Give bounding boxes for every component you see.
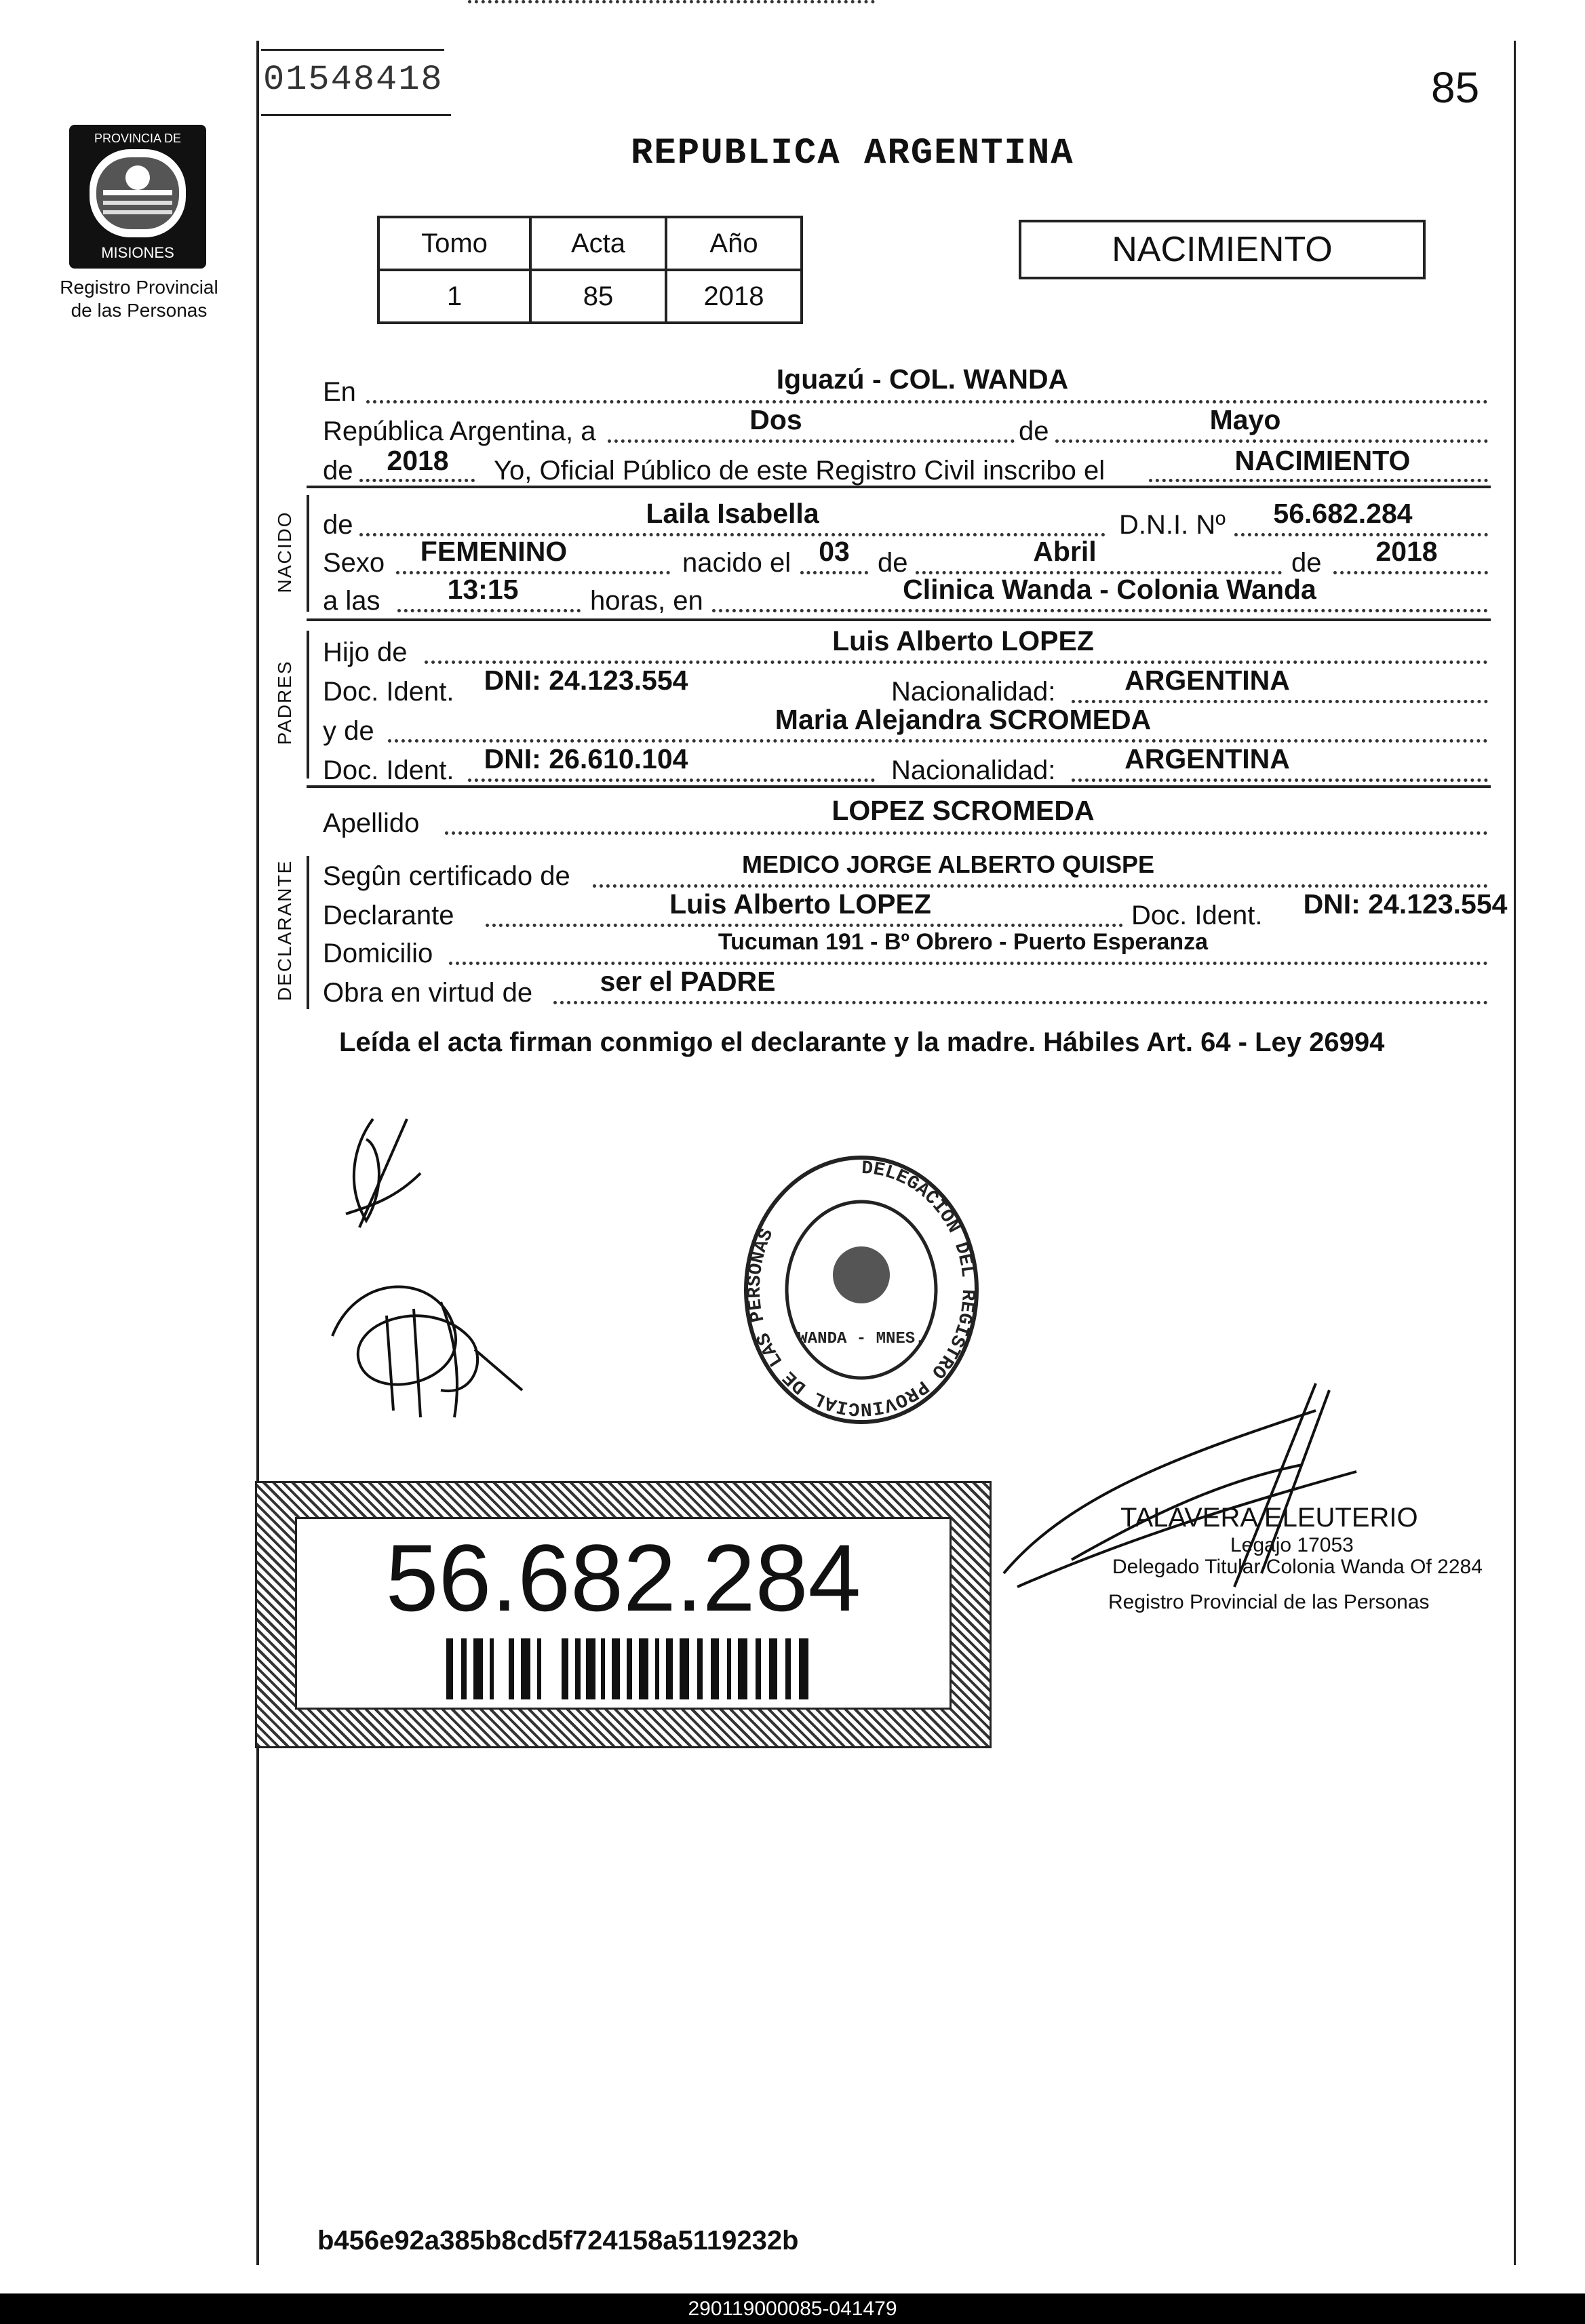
sexo-dots bbox=[396, 571, 670, 574]
obra-label: Obra en virtud de bbox=[323, 978, 533, 1008]
signature-official bbox=[990, 1370, 1411, 1621]
month-value: Mayo bbox=[1209, 404, 1281, 435]
de-label-2: de bbox=[323, 456, 353, 486]
signature-madre bbox=[319, 1255, 536, 1431]
nacido-de-label-3: de bbox=[1291, 548, 1322, 578]
padres-label: PADRES bbox=[274, 660, 295, 745]
y-de-label: y de bbox=[323, 716, 374, 746]
declarante-bar bbox=[307, 856, 309, 1009]
province-logo bbox=[66, 122, 209, 271]
nacido-de-label: de bbox=[323, 510, 353, 540]
barcode-bars bbox=[446, 1638, 813, 1699]
obra-dots bbox=[553, 1001, 1488, 1004]
act-type: NACIMIENTO bbox=[1112, 230, 1333, 269]
day-value: Dos bbox=[749, 404, 802, 435]
nacido-el-label: nacido el bbox=[682, 548, 791, 578]
mother-doc-label: Doc. Ident. bbox=[323, 755, 454, 785]
declarante-name: Luis Alberto LOPEZ bbox=[669, 888, 931, 920]
left-margin-rule bbox=[256, 41, 259, 2265]
dni-dots bbox=[1234, 533, 1488, 536]
republica-label: República Argentina, a bbox=[323, 416, 596, 446]
stamp-center-text: WANDA - MNES. bbox=[798, 1330, 925, 1348]
birth-month: Abril bbox=[1033, 536, 1097, 567]
domicilio-value: Tucuman 191 - Bº Obrero - Puerto Esperanza bbox=[718, 929, 1209, 955]
nacido-bar bbox=[307, 495, 309, 612]
mother-doc: DNI: 26.610.104 bbox=[484, 743, 688, 774]
volume-header-acta: Acta bbox=[530, 217, 666, 270]
logo-top-text: PROVINCIA DE bbox=[94, 132, 182, 145]
father-nationality: ARGENTINA bbox=[1124, 665, 1290, 696]
domicilio-label: Domicilio bbox=[323, 939, 433, 968]
volume-tomo-value: 1 bbox=[378, 270, 530, 323]
a-las-label: a las bbox=[323, 586, 380, 616]
declarante-label: DECLARANTE bbox=[274, 859, 295, 1001]
footer-code: 290119000085-041479 bbox=[688, 2298, 897, 2320]
volume-ano-value: 2018 bbox=[666, 270, 802, 323]
mother-nationality-dots bbox=[1072, 779, 1488, 782]
declarante-dots bbox=[486, 924, 1123, 927]
official-stamp bbox=[726, 1146, 997, 1438]
declarante-doc: DNI: 24.123.554 bbox=[1303, 888, 1508, 920]
day-dots bbox=[608, 439, 1015, 443]
birth-year: 2018 bbox=[1375, 536, 1438, 567]
birth-place: Clinica Wanda - Colonia Wanda bbox=[903, 574, 1316, 605]
de-label-1: de bbox=[1019, 416, 1049, 446]
mother-doc-dots bbox=[468, 779, 875, 782]
act-value: NACIMIENTO bbox=[1234, 445, 1411, 476]
act-type-box bbox=[1019, 220, 1426, 279]
birth-time: 13:15 bbox=[447, 574, 519, 605]
volume-header-ano: Año bbox=[666, 217, 802, 270]
obra-value: ser el PADRE bbox=[600, 966, 776, 997]
father-nationality-label: Nacionalidad: bbox=[891, 677, 1056, 707]
declarante-doc-label: Doc. Ident. bbox=[1131, 901, 1263, 930]
father-nationality-dots bbox=[1072, 700, 1488, 703]
official-name: TALAVERA ELEUTERIO bbox=[1120, 1503, 1418, 1533]
father-doc-label: Doc. Ident. bbox=[323, 677, 454, 707]
horas-en-label: horas, en bbox=[590, 586, 703, 616]
yo-text: Yo, Oficial Público de este Registro Civil inscribo el bbox=[494, 456, 1105, 486]
logo-bottom-text: MISIONES bbox=[101, 244, 174, 261]
footer-bar bbox=[0, 2293, 1585, 2324]
serial-underline bbox=[261, 49, 444, 51]
registry-name-line2: de las Personas bbox=[71, 300, 208, 321]
birth-place-dots bbox=[712, 609, 1488, 612]
certificado-dots bbox=[593, 884, 1488, 888]
mother-nationality: ARGENTINA bbox=[1124, 743, 1290, 774]
father-doc-dots bbox=[468, 0, 875, 3]
closing-text: Leída el acta firman conmigo el declarante y la madre. Hábiles Art. 64 - Ley 26994 bbox=[339, 1027, 1385, 1057]
certificado-label: Segûn certificado de bbox=[323, 861, 570, 891]
apellido-label: Apellido bbox=[323, 808, 420, 838]
coat-of-arms-icon bbox=[66, 122, 209, 271]
apellido-value: LOPEZ SCROMEDA bbox=[831, 795, 1095, 826]
certificado-value: MEDICO JORGE ALBERTO QUISPE bbox=[741, 850, 1155, 878]
mother-dots bbox=[388, 739, 1488, 743]
birth-day: 03 bbox=[819, 536, 850, 567]
padres-bar bbox=[307, 631, 309, 779]
mother-name: Maria Alejandra SCROMEDA bbox=[775, 704, 1152, 735]
padres-rule bbox=[307, 785, 1491, 788]
signature-declarante bbox=[326, 1105, 448, 1241]
father-doc: DNI: 24.123.554 bbox=[484, 665, 688, 696]
sexo-value: FEMENINO bbox=[420, 536, 568, 567]
year-value: 2018 bbox=[387, 445, 449, 476]
registry-name-line1: Registro Provincial bbox=[60, 277, 218, 298]
father-dots bbox=[425, 661, 1488, 664]
serial-underline-2 bbox=[261, 114, 451, 116]
dni-label: D.N.I. Nº bbox=[1119, 510, 1226, 540]
nacido-rule bbox=[307, 618, 1491, 621]
nacido-label: NACIDO bbox=[274, 511, 295, 593]
country-title: REPUBLICA ARGENTINA bbox=[631, 133, 1074, 174]
hijo-de-label: Hijo de bbox=[323, 637, 408, 667]
time-dots bbox=[397, 609, 581, 612]
barcode-label bbox=[255, 1481, 992, 1748]
declarante-name-label: Declarante bbox=[323, 901, 454, 930]
nacido-de-label-2: de bbox=[878, 548, 908, 578]
official-role: Delegado Titular Colonia Wanda Of 2284 bbox=[1112, 1556, 1483, 1578]
barcode-inner bbox=[295, 1517, 952, 1710]
act-dots bbox=[1149, 479, 1488, 482]
child-name: Laila Isabella bbox=[646, 498, 819, 529]
volume-acta-value: 85 bbox=[530, 270, 666, 323]
serial-number: 01548418 bbox=[263, 60, 444, 100]
en-dots bbox=[366, 400, 1488, 403]
place-value: Iguazú - COL. WANDA bbox=[776, 363, 1069, 395]
father-name: Luis Alberto LOPEZ bbox=[832, 625, 1094, 656]
volume-header-tomo: Tomo bbox=[378, 217, 530, 270]
sexo-label: Sexo bbox=[323, 548, 385, 578]
mother-nationality-label: Nacionalidad: bbox=[891, 755, 1056, 785]
month-dots bbox=[1055, 439, 1488, 443]
barcode-number: 56.682.284 bbox=[385, 1524, 861, 1631]
year-dots bbox=[359, 479, 475, 482]
en-label: En bbox=[323, 377, 356, 407]
page-number: 85 bbox=[1431, 63, 1480, 112]
child-dni: 56.682.284 bbox=[1273, 498, 1413, 529]
domicilio-dots bbox=[449, 962, 1488, 965]
apellido-dots bbox=[445, 831, 1488, 835]
intro-rule bbox=[307, 486, 1491, 488]
birth-day-dots bbox=[800, 571, 868, 574]
birth-year-dots bbox=[1333, 571, 1488, 574]
official-legajo: Legajo 17053 bbox=[1230, 1534, 1354, 1556]
stamp-ring-text: DELEGACION DEL REGISTRO PROVINCIAL DE LAS PERSONAS bbox=[744, 1158, 979, 1419]
document-hash: b456e92a385b8cd5f724158a5119232b bbox=[317, 2226, 799, 2256]
right-margin-rule bbox=[1514, 41, 1516, 2265]
volume-table bbox=[377, 216, 803, 324]
official-org: Registro Provincial de las Personas bbox=[1108, 1591, 1430, 1613]
